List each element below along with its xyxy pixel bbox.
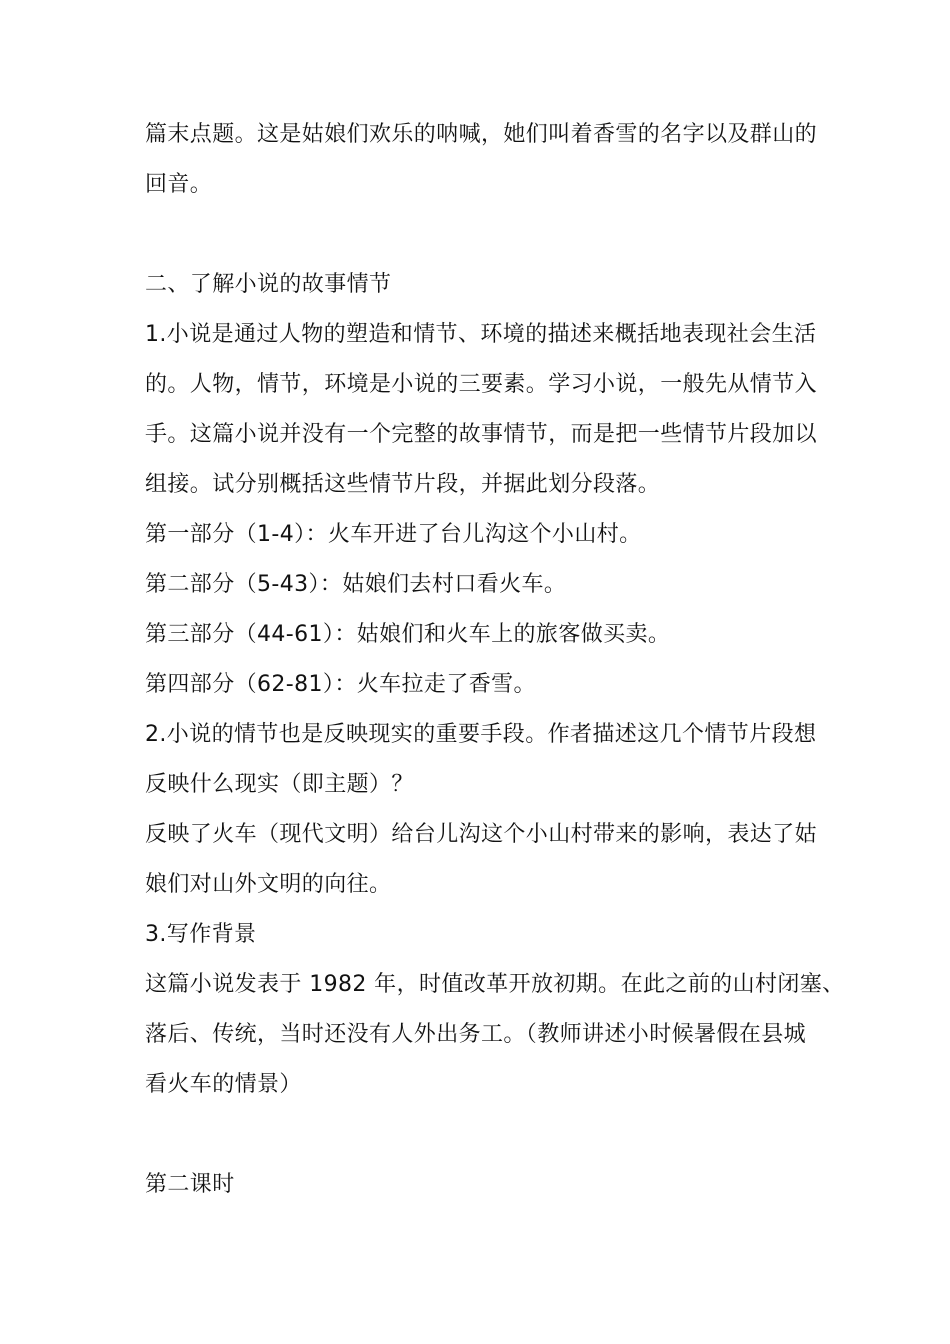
text-line: 落后、传统，当时还没有人外出务工。（教师讲述小时候暑假在县城	[145, 1022, 807, 1047]
text-line: 篇末点题。这是姑娘们欢乐的呐喊，她们叫着香雪的名字以及群山的	[145, 122, 818, 147]
text-line: 1.小说是通过人物的塑造和情节、环境的描述来概括地表现社会生活	[145, 322, 817, 347]
text-line: 反映了火车（现代文明）给台儿沟这个小山村带来的影响，表达了姑	[145, 822, 818, 847]
text-line: 反映什么现实（即主题）？	[145, 772, 414, 797]
section-heading: 第二课时	[145, 1172, 235, 1197]
text-line: 2.小说的情节也是反映现实的重要手段。作者描述这几个情节片段想	[145, 722, 817, 747]
text-line: 第一部分（1-4）：火车开进了台儿沟这个小山村。	[145, 522, 642, 547]
text-line: 手。这篇小说并没有一个完整的故事情节，而是把一些情节片段加以	[145, 422, 818, 447]
text-line: 第二部分（5-43）：姑娘们去村口看火车。	[145, 572, 567, 597]
text-line: 这篇小说发表于 1982 年，时值改革开放初期。在此之前的山村闭塞、	[145, 972, 845, 997]
text-line: 第四部分（62-81）：火车拉走了香雪。	[145, 672, 536, 697]
text-line: 第三部分（44-61）：姑娘们和火车上的旅客做买卖。	[145, 622, 671, 647]
text-line: 回音。	[145, 172, 213, 197]
text-line: 组接。试分别概括这些情节片段，并据此划分段落。	[145, 472, 661, 497]
text-line: 的。人物，情节，环境是小说的三要素。学习小说，一般先从情节入	[145, 372, 818, 397]
text-line: 3.写作背景	[145, 922, 257, 947]
text-line: 娘们对山外文明的向往。	[145, 872, 392, 897]
text-line: 看火车的情景）	[145, 1072, 302, 1097]
section-heading: 二、了解小说的故事情节	[145, 272, 392, 297]
